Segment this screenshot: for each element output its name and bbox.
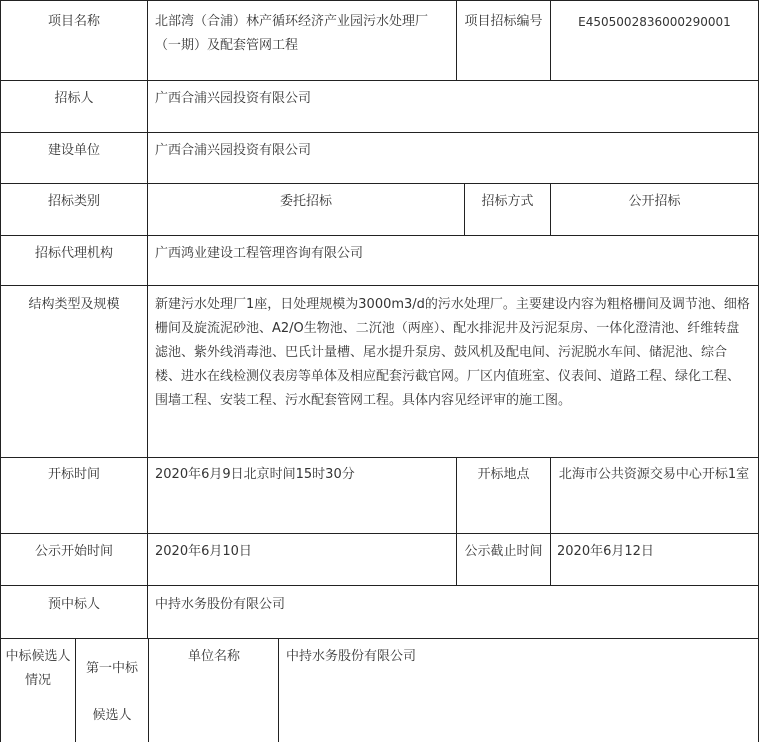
row-line [0,235,759,236]
row-line [0,132,759,133]
tenderer-value: 广西合浦兴园投资有限公司 [155,91,312,106]
agency-value: 广西鸿业建设工程管理咨询有限公司 [155,246,364,261]
unit-name-label: 单位名称 [187,649,240,664]
project-name-value: 北部湾（合浦）林产循环经济产业园污水处理厂（一期）及配套管网工程 [155,14,429,53]
row-line [0,0,759,1]
col-line [550,457,551,585]
col-line [147,0,148,638]
row-line [0,80,759,81]
candidates-label: 中标候选人情况 [5,649,71,688]
row-line [0,285,759,286]
row-line [0,533,759,534]
publicity-start-value: 2020年6月10日 [155,544,252,559]
col-line [75,638,76,742]
agency-label: 招标代理机构 [34,246,113,261]
col-line [148,638,149,742]
project-code-label: 项目招标编号 [464,14,543,29]
unit-name-value: 中持水务股份有限公司 [286,649,417,664]
tender-category-value: 委托招标 [279,194,332,209]
opening-time-label: 开标时间 [47,467,100,482]
col-line [0,0,1,742]
tender-method-value: 公开招标 [628,194,681,209]
opening-place-label: 开标地点 [477,467,530,482]
project-name-label: 项目名称 [47,14,100,29]
construction-unit-label: 建设单位 [47,143,100,158]
project-code-value: E4505002836000290001 [578,15,731,29]
pre-winner-label: 预中标人 [47,597,100,612]
opening-time-value: 2020年6月9日北京时间15时30分 [155,467,355,482]
publicity-start-label: 公示开始时间 [34,544,113,559]
row-line [0,638,759,639]
structure-value: 新建污水处理厂1座，日处理规模为3000m3/d的污水处理厂。主要建设内容为粗格栅间及调节池、细格栅间及旋流泥砂池、A2/O生物池、二沉池（两座）、配水排泥井及污泥泵房、一体化澄清池、纤维转盘滤池、紫外线消毒池、巴氏计量槽、尾水提升泵房、鼓风机及配电间、污泥脱水车间、储泥池、综合楼、进水在线检测仪表房等单体及相应配套污截官网。厂区内值班室、仪表间、道路工程、绿化工程、围墙工程、安装工程、污水配套管网工程。具体内容见经评审的施工图。 [155,297,750,408]
row-line [0,457,759,458]
first-candidate-label: 第一中标候选人 [85,661,138,723]
construction-unit-value: 广西合浦兴园投资有限公司 [155,143,312,158]
col-line [278,638,279,742]
row-line [0,585,759,586]
tenderer-label: 招标人 [54,91,94,106]
opening-place-value: 北海市公共资源交易中心开标1室 [558,467,750,482]
tender-method-label: 招标方式 [481,194,534,209]
publicity-end-value: 2020年6月12日 [557,544,654,559]
structure-label: 结构类型及规模 [28,297,120,312]
row-line [0,183,759,184]
publicity-end-label: 公示截止时间 [464,544,543,559]
pre-winner-value: 中持水务股份有限公司 [155,597,286,612]
tender-category-label: 招标类别 [47,194,100,209]
